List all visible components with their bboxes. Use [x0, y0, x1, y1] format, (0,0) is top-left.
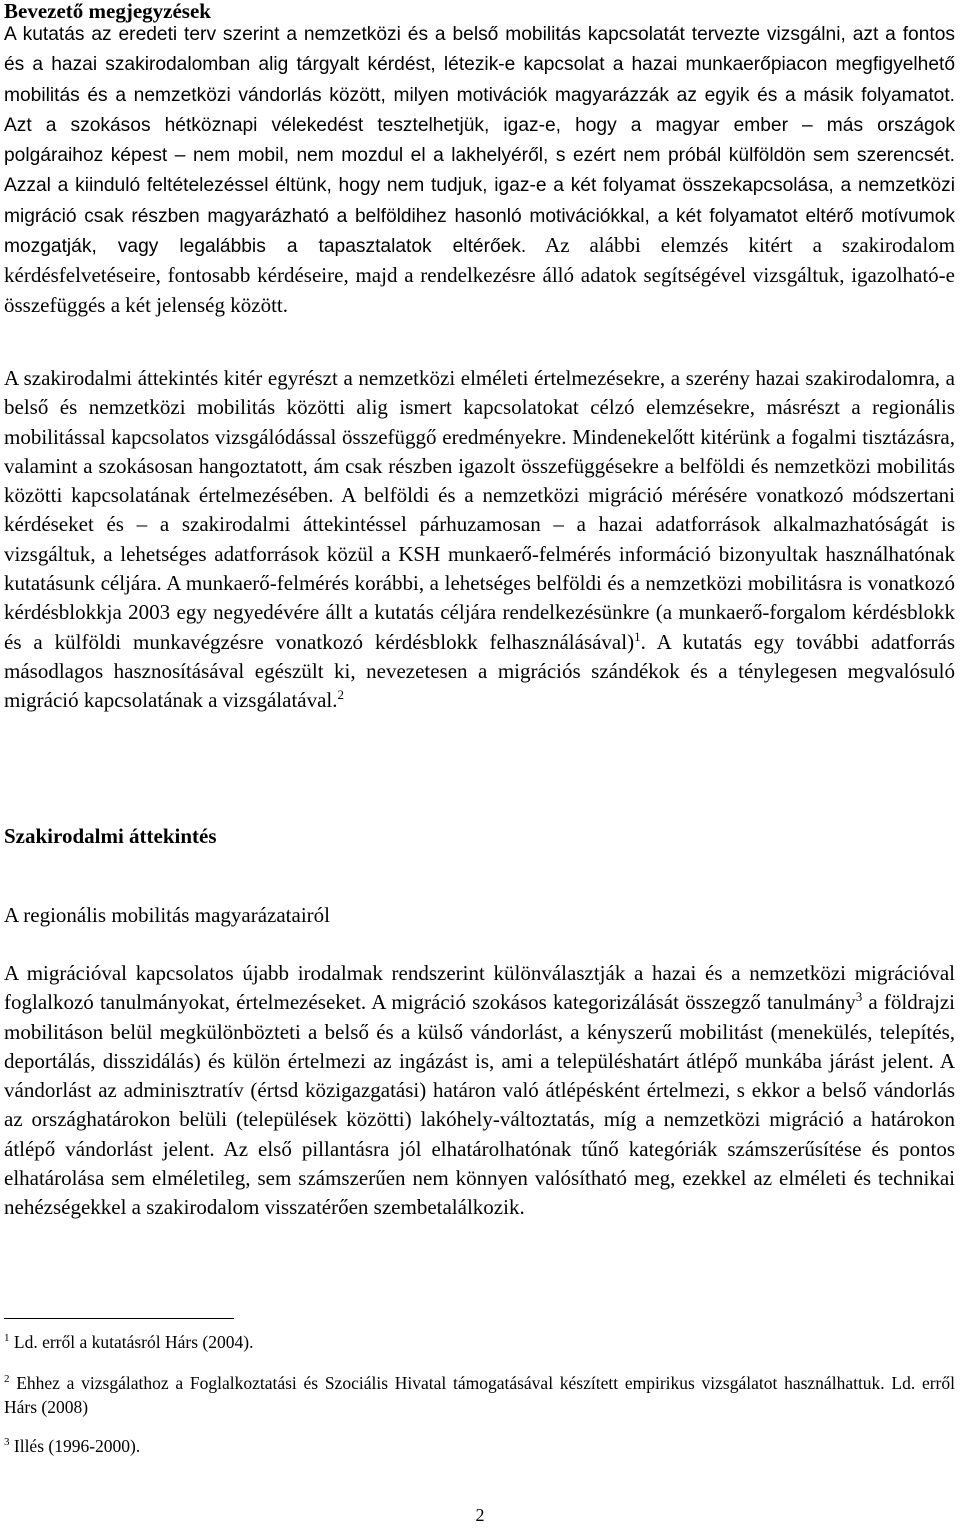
footnote-2-text: Ehhez a vizsgálathoz a Foglalkoztatási és Szociális Hivatal támogatásával készített empirikus vizsgálatot használhattuk. Ld. erről Hárs (2008) — [4, 1373, 955, 1417]
intro-paragraph-1-sans-text: A kutatás az eredeti terv szerint a nemzetközi és a belső mobilitás kapcsolatát tervezte vizsgálni, azt a fontos és a hazai szakirodalomban alig tárgyalt kérdést, létezik-e kapcsolat a hazai munkaerőpiacon megfigyelhető mobilitás és a nemzetközi vándorlás között, milyen motivációk magyarázzák az egyik és a másik folyamatot. Azt a szokásos hétköznapi vélekedést tesztelhetjük, igaz-e, hogy a magyar ember – más országok polgáraihoz képest – nem mobil, nem mozdul el a lakhelyéről, s ezért nem próbál külföldön sem szerencsét. Azzal a kiinduló feltételezéssel éltünk, hogy nem tudjuk, igaz-e a két folyamat összekapcsolása, a nemzetközi migráció csak részben magyarázható a belföldihez hasonló motivációkkal, a két folyamatot eltérő motívumok mozgatják, vagy legalábbis a tapasztalatok eltérőek. — [4, 24, 955, 258]
section-paragraph-text-a: A migrációval kapcsolatos újabb irodalmak rendszerint különválasztják a hazai és a nemzetközi migrációval foglalkozó tanulmányokat, értelmezéseket. A migráció szokásos kategorizálását összegző tanulmány — [4, 961, 955, 1015]
footnote-2-number: 2 — [4, 1373, 10, 1385]
section-heading: Szakirodalmi áttekintés — [4, 824, 217, 848]
footnote-ref-2[interactable]: 2 — [337, 687, 345, 703]
intro-paragraph-1 — [4, 19, 955, 320]
footnote-1 — [4, 1330, 955, 1354]
footnote-1-number: 1 — [4, 1332, 10, 1344]
footnote-3 — [4, 1434, 955, 1458]
footnote-2 — [4, 1371, 955, 1419]
footnote-ref-3[interactable]: 3 — [855, 989, 863, 1005]
subsection-heading: A regionális mobilitás magyarázatairól — [4, 903, 330, 927]
intro-heading: Bevezető megjegyzések — [4, 0, 211, 23]
footnote-1-text: Ld. erről a kutatásról Hárs (2004). — [9, 1332, 254, 1352]
document-page — [4, 0, 956, 1456]
footnote-3-number: 3 — [4, 1436, 10, 1448]
section-paragraph — [4, 959, 955, 1223]
footnote-separator — [4, 1318, 234, 1319]
footnote-3-text: Illés (1996-2000). — [9, 1436, 141, 1456]
intro-paragraph-2 — [4, 364, 955, 716]
intro-paragraph-2-text-b: . A kutatás egy további adatforrás másodlagos hasznosításával egészült ki, nevezetesen a migrációs szándékok és a ténylegesen megvalósuló migráció kapcsolatának a vizsgálatával. — [4, 629, 955, 713]
footnote-ref-1[interactable]: 1 — [634, 628, 641, 644]
section-paragraph-text-b: a földrajzi mobilitáson belül megkülönbözteti a belső és a külső vándorlást, a kényszerű mobilitást (menekülés, telepítés, deportálás, disszidálás) és külön értelmezi az ingázást is, ami a településhatárt átlépő munkába járást jelent. A vándorlást az adminisztratív (értsd közigazgatási) határon való átlépésként értelmezi, s ekkor a belső vándorlás az országhatárokon belüli (települések közötti) lakóhely-változtatás, míg a nemzetközi migráció a határokon átlépő vándorlást jelent. Az első pillantásra jól elhatárolhatónak tűnő kategóriák számszerűsítése és pontos elhatárolása sem elméletileg, sem számszerűen nem könnyen valósítható meg, ezekkel az elméleti és technikai nehézségekkel a szakirodalom visszatérően szembetalálkozik. — [4, 990, 956, 1220]
intro-paragraph-2-text-a: A szakirodalmi áttekintés kitér egyrészt a nemzetközi elméleti értelmezésekre, a szerény hazai szakirodalomra, a belső és nemzetközi mobilitás közötti alig ismert kapcsolatokat célzó elemzésekre, másrészt a regionális mobilitással kapcsolatos vizsgálódással összefüggő eredményekre. Mindenekelőtt kitérünk a fogalmi tisztázásra, valamint a szokásosan hangoztatott, ám csak részben igazolt összefüggésekre a belföldi és nemzetközi mobilitás közötti kapcsolatának értelmezésében. A belföldi és a nemzetközi migráció mérésére vonatkozó módszertani kérdéseket és – a szakirodalmi áttekintéssel párhuzamosan – a hazai adatforrások alkalmazhatóságát is vizsgáltuk, a lehetséges adatforrások közül a KSH munkaerő-felmérés információ bizonyultak használhatónak kutatásunk céljára. A munkaerő-felmérés korábbi, a lehetséges belföldi és a nemzetközi mobilitásra is vonatkozó kérdésblokkja 2003 egy negyedévére állt a kutatás céljára rendelkezésünkre (a munkaerő-forgalom kérdésblokk és a külföldi munkavégzésre vonatkozó kérdésblokk felhasználásával) — [4, 366, 955, 654]
intro-paragraph-1-serif-text: Az alábbi elemzés kitért a szakirodalom kérdésfelvetéseire, fontosabb kérdéseire, majd a rendelkezésre álló adatok segítségével vizsgáltuk, igazolható-e összefüggés a két jelenség között. — [4, 233, 955, 317]
page-number: 2 — [475, 1505, 485, 1525]
